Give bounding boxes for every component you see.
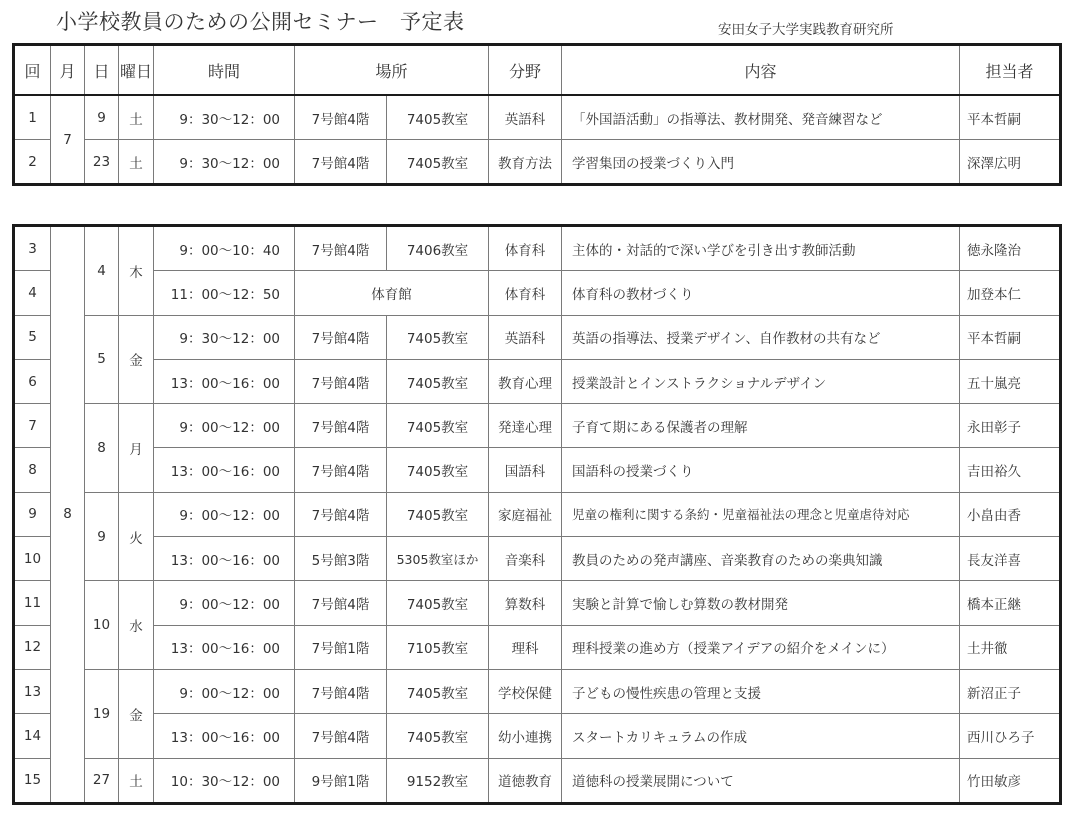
person-cell: 徳永隆治 [960, 226, 1061, 271]
building-cell: 7号館4階 [295, 95, 387, 140]
page-title: 小学校教員のための公開セミナー 予定表 [56, 10, 465, 34]
time-cell: 11：00～12：50 [154, 271, 295, 315]
month-cell: 7 [51, 95, 85, 185]
time-cell: 13：00～16：00 [154, 714, 295, 758]
content-cell: 実験と計算で愉しむ算数の教材開発 [562, 581, 960, 625]
building-cell: 7号館4階 [295, 140, 387, 185]
day-cell: 19 [85, 669, 119, 758]
day-cell: 9 [85, 95, 119, 140]
day-cell: 23 [85, 140, 119, 185]
place-cell: 体育館 [295, 271, 489, 315]
month-cell: 8 [51, 226, 85, 804]
weekday-cell: 土 [119, 758, 154, 803]
room-cell: 7405教室 [387, 714, 489, 758]
table-row [14, 537, 1061, 581]
weekday-cell: 金 [119, 669, 154, 758]
time-cell: 9：00～12：00 [154, 492, 295, 536]
room-cell: 7405教室 [387, 581, 489, 625]
day-cell: 9 [85, 492, 119, 581]
content-cell: 英語の指導法、授業デザイン、自作教材の共有など [562, 315, 960, 359]
header-kai: 回 [14, 45, 51, 96]
person-cell: 西川ひろ子 [960, 714, 1061, 758]
person-cell: 土井徹 [960, 625, 1061, 669]
field-cell: 幼小連携 [489, 714, 562, 758]
time-cell: 9：00～12：00 [154, 581, 295, 625]
header-weekday: 曜日 [119, 45, 154, 96]
table-header-row [14, 45, 1061, 96]
session-number: 9 [14, 492, 51, 536]
content-cell: 学習集団の授業づくり入門 [562, 140, 960, 185]
person-cell: 永田彰子 [960, 404, 1061, 448]
weekday-cell: 土 [119, 140, 154, 185]
header-day: 日 [85, 45, 119, 96]
content-cell: 主体的・対話的で深い学びを引き出す教師活動 [562, 226, 960, 271]
session-number: 2 [14, 140, 51, 185]
header-field: 分野 [489, 45, 562, 96]
weekday-cell: 水 [119, 581, 154, 670]
room-cell: 5305教室ほか [387, 537, 489, 581]
time-cell: 13：00～16：00 [154, 537, 295, 581]
person-cell: 竹田敏彦 [960, 758, 1061, 803]
header-person: 担当者 [960, 45, 1061, 96]
session-number: 8 [14, 448, 51, 492]
person-cell: 橋本正継 [960, 581, 1061, 625]
schedule-table-july [12, 43, 1062, 186]
session-number: 7 [14, 404, 51, 448]
person-cell: 新沼正子 [960, 669, 1061, 713]
field-cell: 英語科 [489, 315, 562, 359]
room-cell: 7405教室 [387, 359, 489, 403]
building-cell: 7号館1階 [295, 625, 387, 669]
organization-name: 安田女子大学実践教育研究所 [718, 22, 894, 38]
header-place: 場所 [295, 45, 489, 96]
content-cell: 道徳科の授業展開について [562, 758, 960, 803]
day-cell: 10 [85, 581, 119, 670]
session-number: 11 [14, 581, 51, 625]
table-row [14, 271, 1061, 315]
field-cell: 教育心理 [489, 359, 562, 403]
person-cell: 平本哲嗣 [960, 315, 1061, 359]
room-cell: 7406教室 [387, 226, 489, 271]
session-number: 3 [14, 226, 51, 271]
table-row [14, 581, 1061, 625]
session-number: 13 [14, 669, 51, 713]
field-cell: 家庭福祉 [489, 492, 562, 536]
time-cell: 9：30～12：00 [154, 95, 295, 140]
building-cell: 7号館4階 [295, 492, 387, 536]
person-cell: 深澤広明 [960, 140, 1061, 185]
building-cell: 7号館4階 [295, 315, 387, 359]
table-row [14, 669, 1061, 713]
building-cell: 9号館1階 [295, 758, 387, 803]
header-month: 月 [51, 45, 85, 96]
session-number: 4 [14, 271, 51, 315]
content-cell: 子どもの慢性疾患の管理と支援 [562, 669, 960, 713]
header-content: 内容 [562, 45, 960, 96]
building-cell: 7号館4階 [295, 669, 387, 713]
table-row [14, 492, 1061, 536]
content-cell: 授業設計とインストラクショナルデザイン [562, 359, 960, 403]
content-cell: 理科授業の進め方（授業アイデアの紹介をメインに） [562, 625, 960, 669]
person-cell: 長友洋喜 [960, 537, 1061, 581]
person-cell: 吉田裕久 [960, 448, 1061, 492]
content-cell: 教員のための発声講座、音楽教育のための楽典知識 [562, 537, 960, 581]
time-cell: 13：00～16：00 [154, 448, 295, 492]
table-row [14, 404, 1061, 448]
time-cell: 9：00～10：40 [154, 226, 295, 271]
content-cell: 児童の権利に関する条約・児童福祉法の理念と児童虐待対応 [562, 492, 960, 536]
building-cell: 7号館4階 [295, 226, 387, 271]
weekday-cell: 火 [119, 492, 154, 581]
weekday-cell: 金 [119, 315, 154, 404]
time-cell: 10：30～12：00 [154, 758, 295, 803]
field-cell: 体育科 [489, 271, 562, 315]
person-cell: 小畠由香 [960, 492, 1061, 536]
session-number: 15 [14, 758, 51, 803]
field-cell: 音楽科 [489, 537, 562, 581]
table-row [14, 226, 1061, 271]
time-cell: 13：00～16：00 [154, 359, 295, 403]
building-cell: 7号館4階 [295, 448, 387, 492]
schedule-table-august [12, 224, 1062, 805]
field-cell: 理科 [489, 625, 562, 669]
session-number: 5 [14, 315, 51, 359]
weekday-cell: 木 [119, 226, 154, 316]
time-cell: 13：00～16：00 [154, 625, 295, 669]
session-number: 10 [14, 537, 51, 581]
day-cell: 8 [85, 404, 119, 493]
room-cell: 7405教室 [387, 404, 489, 448]
time-cell: 9：30～12：00 [154, 140, 295, 185]
field-cell: 算数科 [489, 581, 562, 625]
content-cell: 体育科の教材づくり [562, 271, 960, 315]
field-cell: 体育科 [489, 226, 562, 271]
room-cell: 7405教室 [387, 95, 489, 140]
building-cell: 7号館4階 [295, 581, 387, 625]
room-cell: 9152教室 [387, 758, 489, 803]
field-cell: 道徳教育 [489, 758, 562, 803]
room-cell: 7105教室 [387, 625, 489, 669]
table-row [14, 448, 1061, 492]
field-cell: 学校保健 [489, 669, 562, 713]
field-cell: 英語科 [489, 95, 562, 140]
building-cell: 7号館4階 [295, 359, 387, 403]
day-cell: 27 [85, 758, 119, 803]
field-cell: 発達心理 [489, 404, 562, 448]
time-cell: 9：30～12：00 [154, 315, 295, 359]
table-row [14, 758, 1061, 803]
content-cell: 「外国語活動」の指導法、教材開発、発音練習など [562, 95, 960, 140]
session-number: 14 [14, 714, 51, 758]
person-cell: 平本哲嗣 [960, 95, 1061, 140]
table-row [14, 315, 1061, 359]
day-cell: 5 [85, 315, 119, 404]
person-cell: 加登本仁 [960, 271, 1061, 315]
table-row [14, 95, 1061, 140]
content-cell: 国語科の授業づくり [562, 448, 960, 492]
field-cell: 教育方法 [489, 140, 562, 185]
session-number: 6 [14, 359, 51, 403]
building-cell: 7号館4階 [295, 404, 387, 448]
table-row [14, 359, 1061, 403]
time-cell: 9：00～12：00 [154, 404, 295, 448]
table-row [14, 140, 1061, 185]
time-cell: 9：00～12：00 [154, 669, 295, 713]
room-cell: 7405教室 [387, 492, 489, 536]
table-row [14, 625, 1061, 669]
room-cell: 7405教室 [387, 669, 489, 713]
content-cell: 子育て期にある保護者の理解 [562, 404, 960, 448]
content-cell: スタートカリキュラムの作成 [562, 714, 960, 758]
weekday-cell: 月 [119, 404, 154, 493]
room-cell: 7405教室 [387, 140, 489, 185]
session-number: 12 [14, 625, 51, 669]
room-cell: 7405教室 [387, 315, 489, 359]
session-number: 1 [14, 95, 51, 140]
person-cell: 五十嵐亮 [960, 359, 1061, 403]
building-cell: 5号館3階 [295, 537, 387, 581]
day-cell: 4 [85, 226, 119, 316]
room-cell: 7405教室 [387, 448, 489, 492]
weekday-cell: 土 [119, 95, 154, 140]
field-cell: 国語科 [489, 448, 562, 492]
table-row [14, 714, 1061, 758]
header-time: 時間 [154, 45, 295, 96]
building-cell: 7号館4階 [295, 714, 387, 758]
